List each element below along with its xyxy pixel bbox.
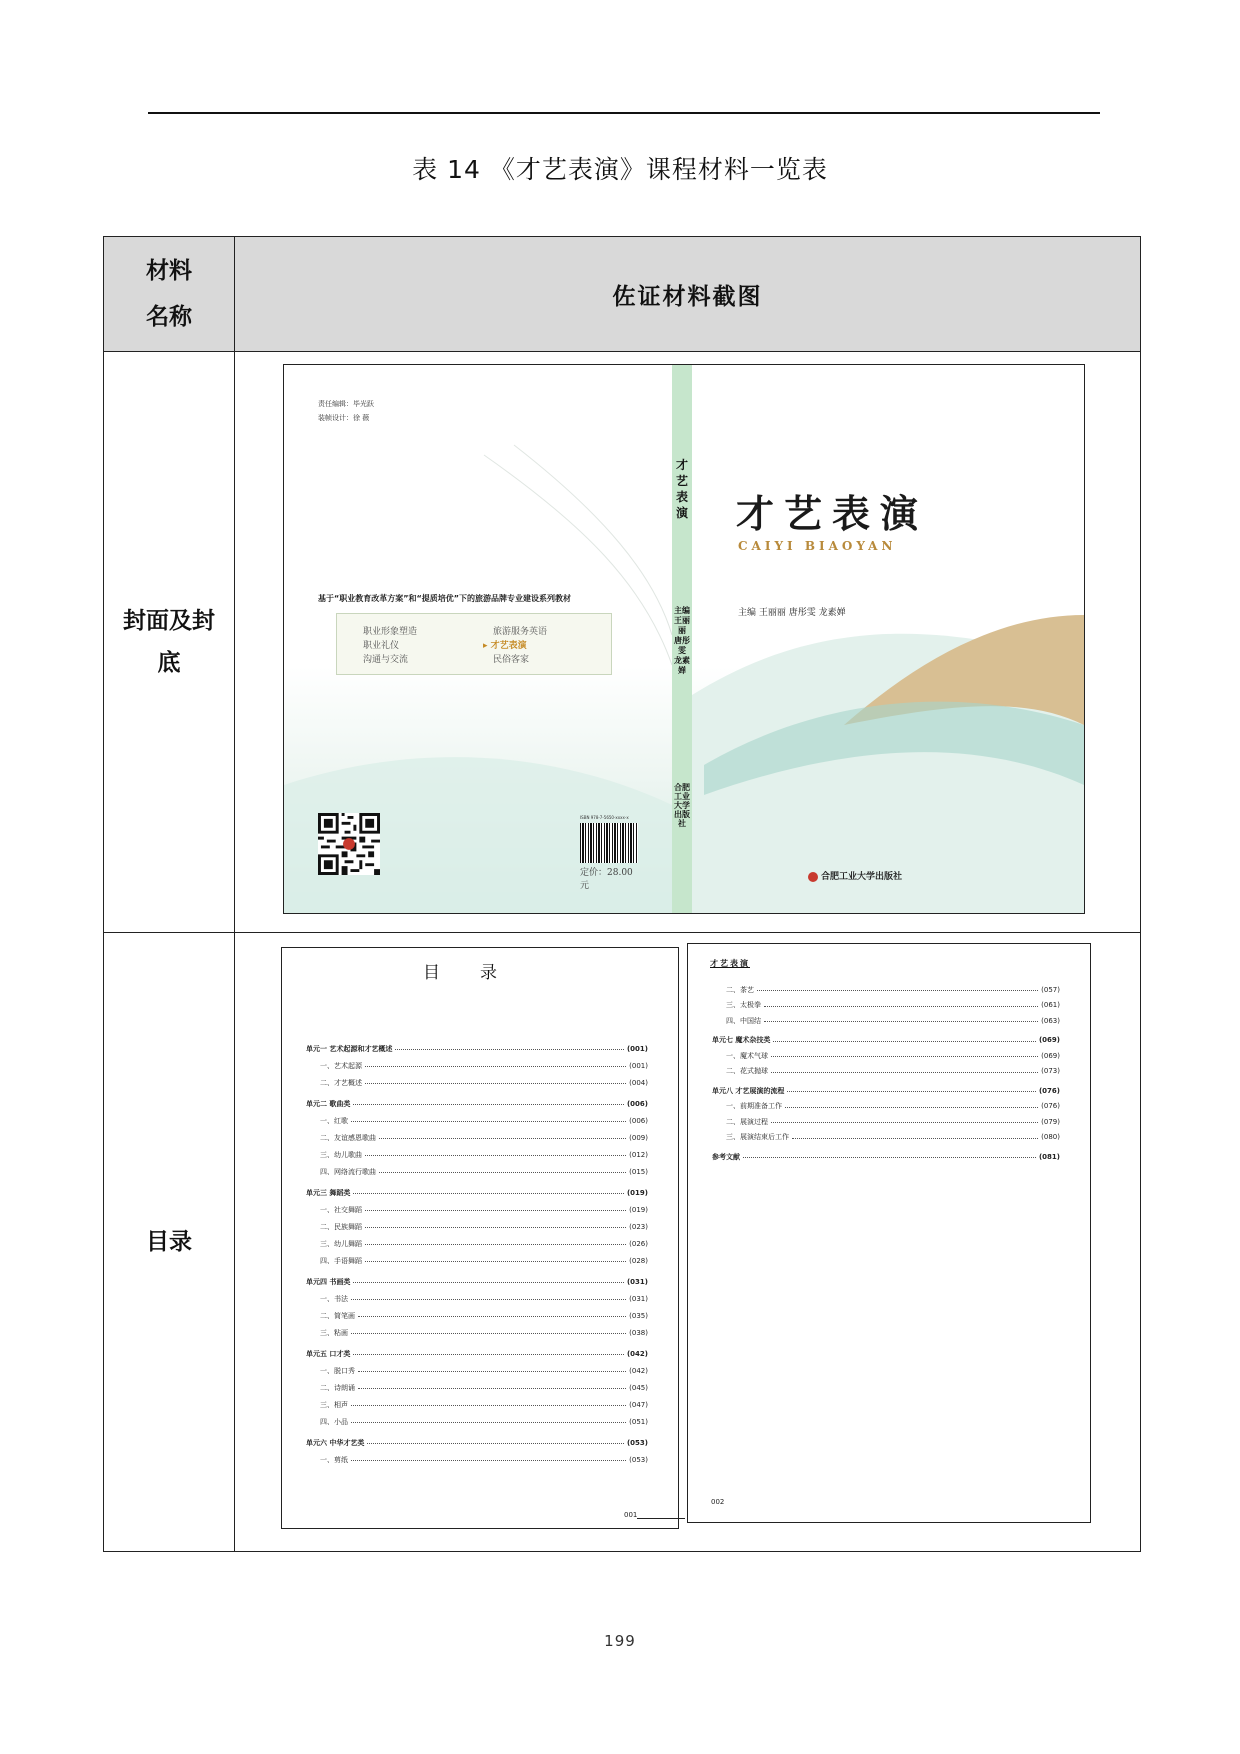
toc-entry-page: (080) bbox=[1041, 1133, 1060, 1142]
table-row-cover bbox=[104, 352, 1141, 933]
series-book-6: 民俗客家 bbox=[493, 655, 530, 665]
row-label-cover bbox=[104, 352, 235, 933]
toc-entry-text: 二、花式抛球 bbox=[726, 1067, 768, 1076]
toc-entry-page: (038) bbox=[629, 1328, 648, 1337]
barcode-bars-icon bbox=[580, 823, 638, 863]
toc-page-left bbox=[281, 947, 679, 1529]
book-spine bbox=[672, 365, 692, 913]
series-book-2: 职业礼仪 bbox=[363, 641, 400, 651]
toc-entry-page: (081) bbox=[1038, 1152, 1060, 1161]
toc-page-mark-right: 002 bbox=[711, 1498, 725, 1506]
toc-entry-page: (006) bbox=[626, 1099, 648, 1108]
toc-leader-dots bbox=[787, 1087, 1036, 1092]
front-title: 才艺表演 bbox=[736, 491, 929, 536]
toc-entry bbox=[712, 1149, 1060, 1165]
toc-leader-dots bbox=[785, 1103, 1038, 1108]
toc-leader-dots bbox=[395, 1045, 624, 1050]
back-cover bbox=[284, 365, 672, 913]
toc-entry-page: (051) bbox=[629, 1417, 648, 1426]
spine-title: 才艺表演 bbox=[675, 458, 688, 520]
toc-leader-dots bbox=[764, 1002, 1038, 1007]
toc-entry bbox=[712, 1099, 1060, 1115]
toc-entry-page: (042) bbox=[626, 1349, 648, 1358]
toc-entry-text: 单元五 口才类 bbox=[306, 1349, 351, 1358]
toc-entry bbox=[306, 1434, 648, 1451]
series-book-3: 沟通与交流 bbox=[363, 655, 409, 665]
back-credits bbox=[318, 397, 374, 425]
toc-entry-page: (053) bbox=[626, 1438, 648, 1447]
toc-entry bbox=[306, 1057, 648, 1074]
barcode bbox=[580, 815, 638, 891]
toc-page-mark-left: 001 bbox=[624, 1511, 638, 1519]
toc-entry bbox=[306, 1273, 648, 1290]
toc-entry-page: (031) bbox=[626, 1277, 648, 1286]
spine-authors: 主编 王丽丽 唐彤雯 龙素婵 bbox=[674, 605, 690, 675]
toc-entry-text: 一、艺术起源 bbox=[320, 1061, 362, 1070]
toc-leader-dots bbox=[367, 1439, 624, 1444]
toc-leader-dots bbox=[365, 1240, 626, 1245]
header-name-line1: 材料 bbox=[146, 257, 192, 284]
toc-entry-text: 三、粘画 bbox=[320, 1328, 348, 1337]
toc-leader-dots bbox=[743, 1153, 1036, 1158]
toc-heading: 目录 bbox=[423, 963, 537, 983]
toc-leader-dots bbox=[379, 1134, 626, 1139]
toc-leader-dots bbox=[351, 1401, 626, 1406]
toc-entry bbox=[306, 1112, 648, 1129]
row-label-toc bbox=[104, 933, 235, 1552]
toc-entry bbox=[306, 1074, 648, 1091]
toc-screenshot-cell bbox=[235, 933, 1141, 1552]
toc-entry bbox=[306, 1163, 648, 1180]
toc-entry-text: 二、简笔画 bbox=[320, 1311, 355, 1320]
spine-publisher: 合肥工业大学出版社 bbox=[674, 782, 690, 828]
toc-running-head: 才艺表演 bbox=[710, 959, 750, 968]
top-rule bbox=[148, 112, 1100, 114]
page-number: 199 bbox=[604, 1632, 636, 1650]
toc-leader-dots bbox=[351, 1418, 626, 1423]
front-publisher bbox=[808, 869, 902, 882]
toc-entry-text: 二、茶艺 bbox=[726, 985, 754, 994]
toc-entry-page: (035) bbox=[629, 1311, 648, 1320]
price-text: 定价：28.00元 bbox=[580, 868, 633, 891]
toc-leader-dots bbox=[353, 1189, 624, 1194]
toc-entry bbox=[306, 1379, 648, 1396]
toc-leader-dots bbox=[351, 1456, 626, 1461]
toc-entry-page: (063) bbox=[1041, 1016, 1060, 1025]
header-name-line2: 名称 bbox=[146, 303, 192, 330]
toc-entry bbox=[306, 1218, 648, 1235]
toc-entry-text: 三、太极拳 bbox=[726, 1001, 761, 1010]
toc-entry-text: 单元四 书画类 bbox=[306, 1277, 351, 1286]
toc-entry-page: (073) bbox=[1041, 1067, 1060, 1076]
row-label-cover-line2: 底 bbox=[157, 649, 181, 676]
series-book-1: 职业形象塑造 bbox=[363, 627, 418, 637]
series-caption: 基于“职业教育改革方案”和“提质培优”下的旅游品牌专业建设系列教材 bbox=[318, 594, 572, 603]
toc-entry-text: 二、才艺概述 bbox=[320, 1078, 362, 1087]
toc-entry-page: (001) bbox=[626, 1044, 648, 1053]
toc-entry-page: (026) bbox=[629, 1239, 648, 1248]
toc-entry-page: (076) bbox=[1038, 1086, 1060, 1095]
toc-entry-page: (004) bbox=[629, 1078, 648, 1087]
toc-entry-page: (079) bbox=[1041, 1117, 1060, 1126]
toc-entry-page: (023) bbox=[629, 1222, 648, 1231]
toc-left-list bbox=[306, 1040, 648, 1468]
toc-leader-dots bbox=[351, 1329, 626, 1334]
row-label-cover-line1: 封面及封 bbox=[123, 607, 215, 634]
toc-entry bbox=[306, 1146, 648, 1163]
toc-leader-dots bbox=[773, 1037, 1036, 1042]
toc-leader-dots bbox=[365, 1079, 626, 1084]
toc-entry bbox=[712, 1048, 1060, 1064]
toc-leader-dots bbox=[358, 1312, 626, 1317]
toc-leader-dots bbox=[353, 1100, 624, 1105]
toc-page-right bbox=[687, 943, 1091, 1523]
toc-entry-page: (028) bbox=[629, 1256, 648, 1265]
toc-leader-dots bbox=[365, 1223, 626, 1228]
toc-entry bbox=[306, 1290, 648, 1307]
toc-leader-dots bbox=[771, 1118, 1038, 1123]
toc-leader-dots bbox=[358, 1367, 626, 1372]
toc-entry-text: 一、社交舞蹈 bbox=[320, 1205, 362, 1214]
toc-entry-text: 二、展演过程 bbox=[726, 1117, 768, 1126]
qr-code-icon bbox=[318, 813, 380, 875]
toc-entry-text: 三、幼儿舞蹈 bbox=[320, 1239, 362, 1248]
series-books-box bbox=[336, 613, 612, 675]
toc-entry-text: 四、网络流行歌曲 bbox=[320, 1167, 376, 1176]
toc-leader-dots bbox=[771, 1052, 1038, 1057]
toc-entry bbox=[306, 1201, 648, 1218]
toc-entry bbox=[712, 1130, 1060, 1146]
toc-entry bbox=[306, 1307, 648, 1324]
toc-entry-page: (015) bbox=[629, 1167, 648, 1176]
toc-entry bbox=[712, 1064, 1060, 1080]
toc-entry-page: (012) bbox=[629, 1150, 648, 1159]
front-publisher-name: 合肥工业大学出版社 bbox=[821, 872, 903, 882]
toc-leader-dots bbox=[792, 1134, 1038, 1139]
toc-leader-dots bbox=[353, 1350, 624, 1355]
toc-leader-dots bbox=[764, 1017, 1038, 1022]
toc-entry-page: (057) bbox=[1041, 985, 1060, 994]
toc-entry bbox=[712, 982, 1060, 998]
toc-entry-text: 一、前期准备工作 bbox=[726, 1102, 782, 1111]
series-book-5: ▸ 才艺表演 bbox=[483, 641, 527, 651]
toc-entry bbox=[712, 1083, 1060, 1099]
toc-leader-dots bbox=[365, 1062, 626, 1067]
table-row-toc bbox=[104, 933, 1141, 1552]
series-book-4: 旅游服务英语 bbox=[493, 627, 548, 637]
toc-entry bbox=[306, 1129, 648, 1146]
page-mark-line-left bbox=[637, 1518, 685, 1519]
toc-entry-text: 一、书法 bbox=[320, 1294, 348, 1303]
toc-entry-page: (019) bbox=[626, 1188, 648, 1197]
toc-entry-text: 二、诗朗诵 bbox=[320, 1383, 355, 1392]
front-pinyin: CAIYI BIAOYAN bbox=[738, 539, 897, 553]
toc-entry-text: 二、民族舞蹈 bbox=[320, 1222, 362, 1231]
toc-entry-text: 四、小品 bbox=[320, 1417, 348, 1426]
toc-entry-page: (019) bbox=[629, 1205, 648, 1214]
toc-leader-dots bbox=[353, 1278, 624, 1283]
toc-leader-dots bbox=[757, 986, 1038, 991]
toc-entry bbox=[712, 1033, 1060, 1049]
toc-entry-page: (053) bbox=[629, 1455, 648, 1464]
toc-entry-page: (031) bbox=[629, 1294, 648, 1303]
book-cover-image bbox=[283, 364, 1085, 914]
credit-editor: 责任编辑：毕光跃 bbox=[318, 400, 374, 408]
toc-leader-dots bbox=[379, 1168, 626, 1173]
toc-entry-page: (061) bbox=[1041, 1001, 1060, 1010]
toc-entry-text: 三、展演结束后工作 bbox=[726, 1133, 789, 1142]
toc-entry-text: 参考文献 bbox=[712, 1152, 740, 1161]
toc-entry bbox=[712, 1013, 1060, 1029]
toc-entry-page: (042) bbox=[629, 1366, 648, 1375]
toc-entry-text: 一、脱口秀 bbox=[320, 1366, 355, 1375]
toc-entry bbox=[306, 1095, 648, 1112]
materials-table bbox=[103, 236, 1141, 1552]
toc-entry-text: 单元八 才艺展演的流程 bbox=[712, 1086, 785, 1095]
toc-entry-text: 二、友谊感恩歌曲 bbox=[320, 1133, 376, 1142]
toc-entry-page: (069) bbox=[1038, 1036, 1060, 1045]
toc-entry bbox=[306, 1324, 648, 1341]
toc-entry-text: 一、魔术气球 bbox=[726, 1051, 768, 1060]
toc-entry bbox=[712, 998, 1060, 1014]
row-label-toc-line1: 目录 bbox=[146, 1228, 192, 1255]
toc-entry-page: (009) bbox=[629, 1133, 648, 1142]
toc-leader-dots bbox=[351, 1295, 626, 1300]
toc-entry-text: 三、幼儿歌曲 bbox=[320, 1150, 362, 1159]
toc-right-list bbox=[712, 982, 1060, 1165]
front-cover bbox=[692, 365, 1084, 913]
toc-entry-page: (006) bbox=[629, 1116, 648, 1125]
toc-entry bbox=[712, 1114, 1060, 1130]
toc-entry bbox=[306, 1184, 648, 1201]
toc-entry-text: 一、剪纸 bbox=[320, 1455, 348, 1464]
toc-entry-page: (045) bbox=[629, 1383, 648, 1392]
toc-entry-text: 四、手语舞蹈 bbox=[320, 1256, 362, 1265]
toc-entry bbox=[306, 1345, 648, 1362]
toc-entry-text: 四、中国结 bbox=[726, 1016, 761, 1025]
toc-entry-page: (001) bbox=[629, 1061, 648, 1070]
credit-design: 装帧设计：徐 薇 bbox=[318, 414, 370, 422]
toc-entry bbox=[306, 1362, 648, 1379]
toc-leader-dots bbox=[365, 1257, 626, 1262]
toc-entry bbox=[306, 1252, 648, 1269]
toc-entry bbox=[306, 1451, 648, 1468]
document-title: 表 14 《才艺表演》课程材料一览表 bbox=[412, 155, 828, 184]
toc-entry-text: 单元七 魔术杂技类 bbox=[712, 1036, 771, 1045]
toc-entry bbox=[306, 1040, 648, 1057]
toc-entry bbox=[306, 1396, 648, 1413]
toc-entry-page: (069) bbox=[1041, 1051, 1060, 1060]
toc-leader-dots bbox=[358, 1384, 626, 1389]
table-header-row bbox=[104, 237, 1141, 352]
toc-entry-text: 三、相声 bbox=[320, 1400, 348, 1409]
cover-screenshot-cell bbox=[235, 352, 1141, 933]
toc-entry-text: 单元一 艺术起源和才艺概述 bbox=[306, 1044, 393, 1053]
toc-entry-text: 单元六 中华才艺类 bbox=[306, 1438, 365, 1447]
toc-entry-page: (076) bbox=[1041, 1102, 1060, 1111]
toc-leader-dots bbox=[771, 1068, 1038, 1073]
toc-entry-text: 单元三 舞蹈类 bbox=[306, 1188, 351, 1197]
isbn-text: ISBN 978-7-5650-xxxx-x bbox=[580, 815, 629, 820]
toc-entry-text: 单元二 歌曲类 bbox=[306, 1099, 351, 1108]
toc-leader-dots bbox=[365, 1151, 626, 1156]
toc-entry-page: (047) bbox=[629, 1400, 648, 1409]
publisher-logo-icon bbox=[808, 872, 818, 882]
toc-entry bbox=[306, 1235, 648, 1252]
toc-leader-dots bbox=[351, 1117, 626, 1122]
toc-leader-dots bbox=[365, 1206, 626, 1211]
toc-entry-text: 一、红歌 bbox=[320, 1116, 348, 1125]
front-authors: 主编 王丽丽 唐彤雯 龙素婵 bbox=[738, 608, 846, 618]
toc-entry bbox=[306, 1413, 648, 1430]
header-material-name bbox=[104, 237, 235, 352]
header-evidence: 佐证材料截图 bbox=[235, 237, 1141, 352]
